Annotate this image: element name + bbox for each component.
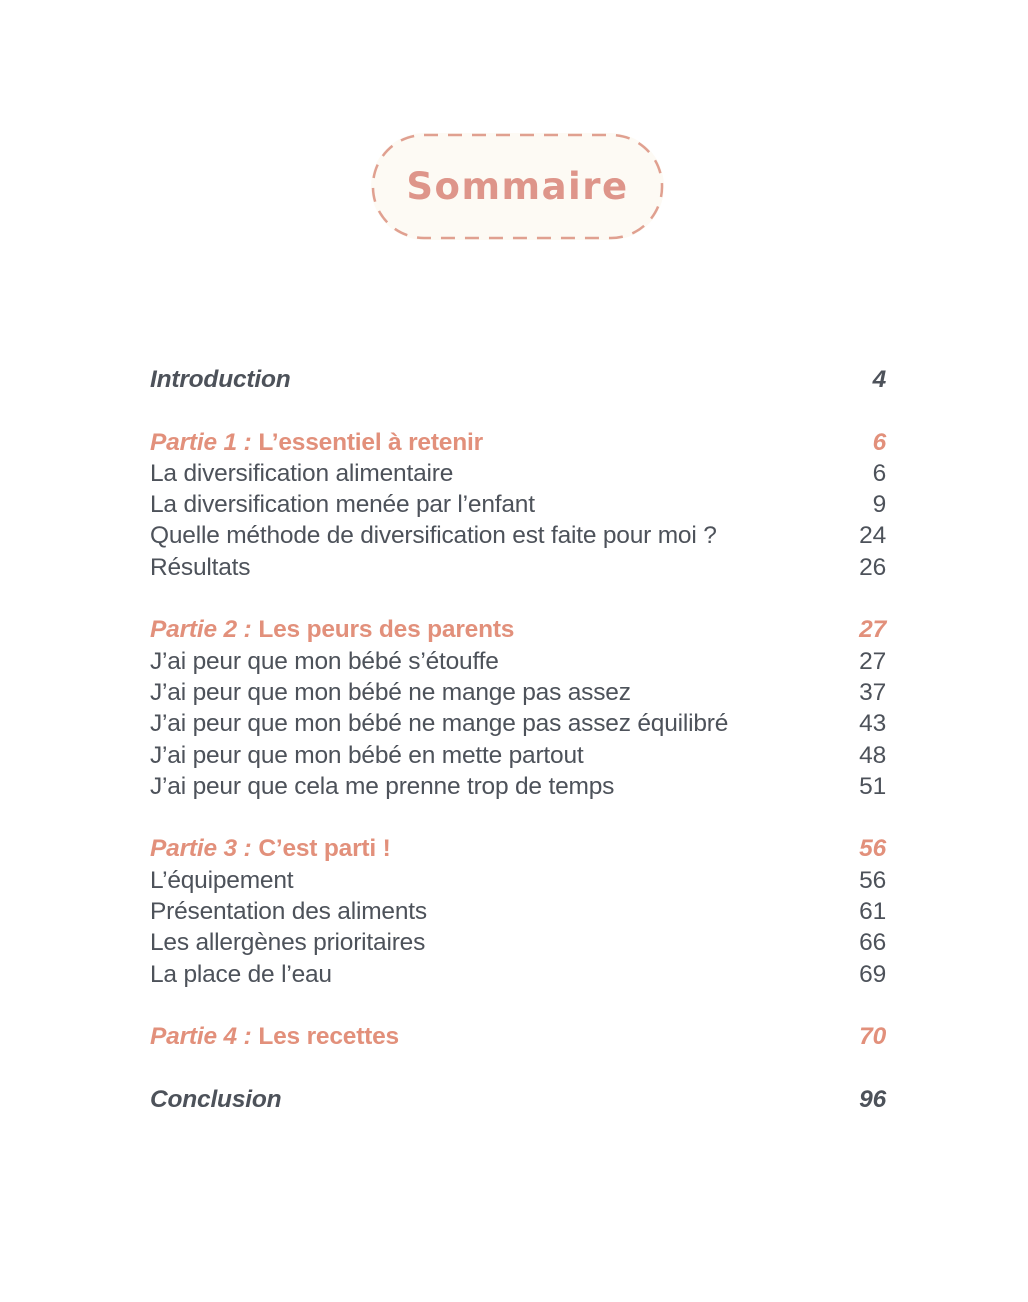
toc-entry-page-number: 9 bbox=[872, 491, 886, 519]
toc-entry-page-number: 51 bbox=[859, 772, 886, 800]
sommaire-title-box bbox=[371, 133, 664, 240]
toc-entry-label: Conclusion bbox=[150, 1085, 282, 1113]
toc-entry-page-number: 37 bbox=[859, 678, 886, 706]
toc-entry-label: J’ai peur que cela me prenne trop de temps bbox=[150, 772, 615, 800]
toc-group bbox=[150, 1084, 886, 1115]
toc-entry[interactable] bbox=[150, 708, 886, 739]
toc-entry[interactable] bbox=[150, 771, 886, 802]
toc-entry-part-prefix: Partie 3 : bbox=[150, 835, 252, 863]
toc-entry-page-number: 70 bbox=[859, 1023, 886, 1051]
toc-entry-label: La diversification alimentaire bbox=[150, 459, 454, 487]
toc-entry-label: Présentation des aliments bbox=[150, 898, 427, 926]
toc-entry-title: C’est parti ! bbox=[258, 835, 391, 863]
toc-entry[interactable] bbox=[150, 740, 886, 771]
toc-entry-part[interactable] bbox=[150, 614, 886, 645]
toc-entry-page-number: 56 bbox=[859, 835, 886, 863]
toc-entry-label: J’ai peur que mon bébé en mette partout bbox=[150, 741, 584, 769]
toc-entry[interactable] bbox=[150, 1084, 886, 1115]
toc-entry-page-number: 66 bbox=[859, 929, 886, 957]
toc-entry-label bbox=[150, 1021, 399, 1052]
toc-entry[interactable] bbox=[150, 552, 886, 583]
toc-entry-part[interactable] bbox=[150, 833, 886, 864]
toc-entry-part[interactable] bbox=[150, 427, 886, 458]
toc-entry-page-number: 61 bbox=[859, 898, 886, 926]
toc-entry-label: J’ai peur que mon bébé ne mange pas assez bbox=[150, 678, 631, 706]
toc-entry[interactable] bbox=[150, 865, 886, 896]
toc-entry-label: Quelle méthode de diversification est faite pour moi ? bbox=[150, 522, 717, 550]
toc-entry-part-prefix: Partie 1 : bbox=[150, 428, 252, 456]
toc-entry-label: J’ai peur que mon bébé ne mange pas assez équilibré bbox=[150, 710, 729, 738]
toc-entry[interactable] bbox=[150, 646, 886, 677]
toc-entry-label: Résultats bbox=[150, 553, 251, 581]
toc-entry-title: L’essentiel à retenir bbox=[258, 428, 483, 456]
toc-entry-page-number: 56 bbox=[859, 866, 886, 894]
toc-entry-part[interactable] bbox=[150, 1021, 886, 1052]
toc-entry-page-number: 69 bbox=[859, 960, 886, 988]
toc-entry-page-number: 24 bbox=[859, 522, 886, 550]
toc-entry-page-number: 43 bbox=[859, 710, 886, 738]
toc-entry[interactable] bbox=[150, 364, 886, 395]
toc-entry-page-number: 96 bbox=[859, 1085, 886, 1113]
page-title: Sommaire bbox=[406, 165, 629, 208]
toc-entry-page-number: 27 bbox=[859, 616, 886, 644]
toc-entry[interactable] bbox=[150, 489, 886, 520]
toc-entry-label: Les allergènes prioritaires bbox=[150, 929, 426, 957]
toc-entry-label: La diversification menée par l’enfant bbox=[150, 491, 535, 519]
toc-group bbox=[150, 364, 886, 395]
toc-group bbox=[150, 1021, 886, 1052]
toc-entry-part-prefix: Partie 4 : bbox=[150, 1023, 252, 1051]
toc-entry[interactable] bbox=[150, 458, 886, 489]
toc-entry-page-number: 27 bbox=[859, 647, 886, 675]
toc-group bbox=[150, 427, 886, 583]
toc-entry-label: Introduction bbox=[150, 366, 291, 393]
toc-entry[interactable] bbox=[150, 520, 886, 551]
toc-entry-label bbox=[150, 427, 483, 458]
toc-entry-page-number: 4 bbox=[872, 366, 886, 393]
toc-group bbox=[150, 833, 886, 989]
toc-entry-label: La place de l’eau bbox=[150, 960, 332, 988]
toc-group bbox=[150, 614, 886, 802]
toc-entry-title: Les recettes bbox=[258, 1023, 399, 1051]
toc-entry-page-number: 6 bbox=[872, 459, 886, 487]
toc-entry[interactable] bbox=[150, 959, 886, 990]
toc-entry-label bbox=[150, 614, 514, 645]
toc-entry[interactable] bbox=[150, 927, 886, 958]
toc-entry-page-number: 48 bbox=[859, 741, 886, 769]
toc-entry-part-prefix: Partie 2 : bbox=[150, 616, 252, 644]
toc-entry-label bbox=[150, 833, 391, 864]
table-of-contents bbox=[150, 364, 886, 1115]
toc-entry[interactable] bbox=[150, 677, 886, 708]
toc-entry-page-number: 26 bbox=[859, 553, 886, 581]
toc-entry-label: J’ai peur que mon bébé s’étouffe bbox=[150, 647, 499, 675]
toc-entry-title: Les peurs des parents bbox=[258, 616, 515, 644]
toc-entry-page-number: 6 bbox=[872, 428, 886, 456]
toc-entry[interactable] bbox=[150, 896, 886, 927]
toc-entry-label: L’équipement bbox=[150, 866, 294, 894]
